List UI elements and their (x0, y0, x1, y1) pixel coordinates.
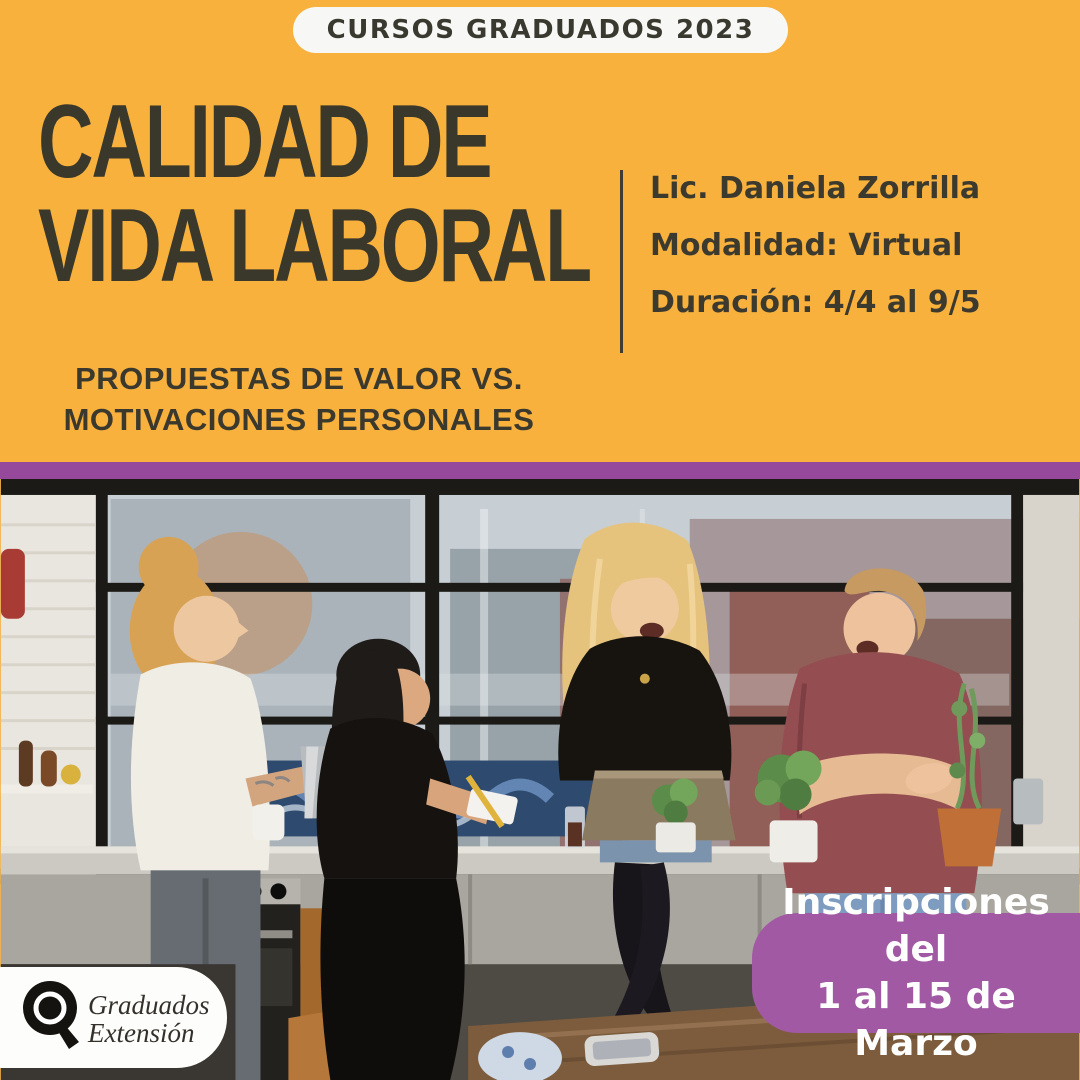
enrollment-line-2: 1 al 15 de Marzo (816, 976, 1016, 1064)
logo-line-1: Graduados (88, 990, 210, 1020)
detail-duration: Duración: 4/4 al 9/5 (650, 285, 981, 320)
coffee-mug (252, 804, 284, 840)
enrollment-badge (752, 882, 1080, 1064)
purple-divider-bar (0, 462, 1080, 479)
brick-pillar (1, 495, 96, 880)
jar (61, 765, 81, 785)
pepper-grinder (19, 741, 33, 787)
graduados-q-logo-icon (22, 980, 84, 1058)
subtitle (10, 358, 588, 440)
terracotta-pot (937, 808, 1001, 866)
top-pill-label: CURSOS GRADUADOS 2023 (326, 15, 755, 45)
logo-box (0, 967, 227, 1068)
course-details (650, 160, 981, 331)
enrollment-line-1: Inscripciones del (782, 882, 1050, 970)
logo-line-2: Extensión (88, 1018, 195, 1048)
subtitle-line-2: MOTIVACIONES PERSONALES (63, 402, 535, 437)
subtitle-line-1: PROPUESTAS DE VALOR VS. (75, 361, 523, 396)
red-towel (1, 549, 25, 619)
detail-instructor: Lic. Daniela Zorrilla (650, 171, 981, 206)
details-separator-line (620, 170, 623, 353)
top-pill-badge (293, 7, 788, 53)
metal-jug (1013, 779, 1043, 825)
detail-modality: Modalidad: Virtual (650, 228, 963, 263)
title-line-1: CALIDAD DE (38, 84, 491, 200)
pepper-grinder (41, 751, 57, 787)
title-line-2: VIDA LABORAL (38, 188, 590, 304)
header-area (0, 0, 1080, 462)
logo-text (88, 991, 210, 1047)
